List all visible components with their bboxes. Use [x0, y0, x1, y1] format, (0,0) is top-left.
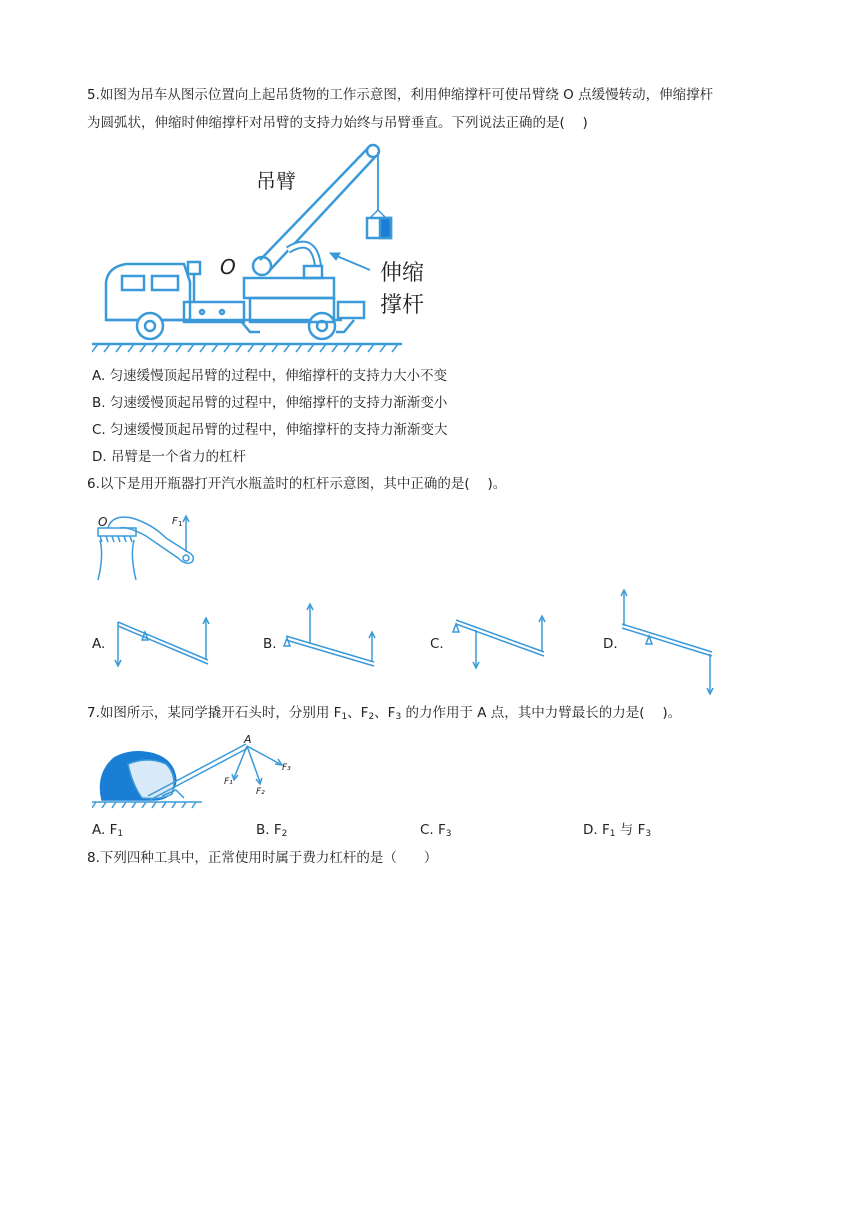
- q6-option-b-label: B.: [263, 636, 277, 652]
- q5-option-d: D. 吊臂是一个省力的杠杆: [92, 449, 246, 465]
- q5-option-a: A. 匀速缓慢顶起吊臂的过程中，伸缩撑杆的支持力大小不变: [92, 368, 448, 384]
- q6-label-o: O: [98, 515, 108, 529]
- q6-label-f: F: [172, 516, 178, 527]
- q8-stem: 8.下列四种工具中，正常使用时属于费力杠杆的是（ ）: [87, 850, 438, 866]
- q5-label-rod-2: 撑杆: [380, 293, 425, 318]
- q5-crane-figure: [92, 142, 442, 354]
- q7-stem: 7.如图所示，某同学撬开石头时，分别用 $F_1$、$F_2$、$F_3$ 的力作用于 A 点，其中力臂最长的力是( )。: [87, 705, 682, 722]
- q7-lever-rock-figure: [92, 734, 302, 810]
- q5-stem-line2: 为圆弧状，伸缩时伸缩撑杆对吊臂的支持力始终与吊臂垂直。下列说法正确的是( ): [87, 115, 588, 131]
- q6-option-c-label: C.: [430, 636, 444, 652]
- q5-option-c: C. 匀速缓慢顶起吊臂的过程中，伸缩撑杆的支持力渐渐变大: [92, 422, 448, 438]
- q7-option-c: C. $F_3$: [420, 822, 452, 839]
- q7-option-d: D. $F_1$ 与 $F_3$: [583, 822, 652, 839]
- q5-stem-line1: 5.如图为吊车从图示位置向上起吊货物的工作示意图，利用伸缩撑杆可使吊臂绕 O 点缓慢转动，伸缩撑杆: [87, 87, 714, 103]
- q6-stem: 6.以下是用开瓶器打开汽水瓶盖时的杠杆示意图，其中正确的是( )。: [87, 476, 507, 492]
- q6-option-d-label: D.: [603, 636, 618, 652]
- q6-bottle-opener-figure: [92, 506, 202, 586]
- q7-label-a: A: [244, 734, 252, 746]
- q5-label-rod-1: 伸缩: [380, 261, 425, 286]
- q5-option-b: B. 匀速缓慢顶起吊臂的过程中，伸缩撑杆的支持力渐渐变小: [92, 395, 448, 411]
- q6-option-c-diagram: [450, 612, 550, 672]
- q5-label-arm: 吊臂: [256, 169, 296, 193]
- q7-label-f1: F₁: [224, 777, 233, 787]
- q6-label-f-sub: 1: [178, 520, 183, 528]
- q6-option-d-diagram: [618, 588, 718, 698]
- q6-option-a-label: A.: [92, 636, 106, 652]
- q6-option-b-diagram: [280, 600, 380, 672]
- q6-option-a-diagram: [112, 612, 212, 670]
- q7-option-b: B. $F_2$: [256, 822, 288, 839]
- q7-option-a: A. $F_1$: [92, 822, 124, 839]
- q7-label-f2: F₂: [256, 787, 265, 797]
- q7-label-f3: F₃: [282, 763, 291, 773]
- q5-label-o: O: [220, 255, 236, 279]
